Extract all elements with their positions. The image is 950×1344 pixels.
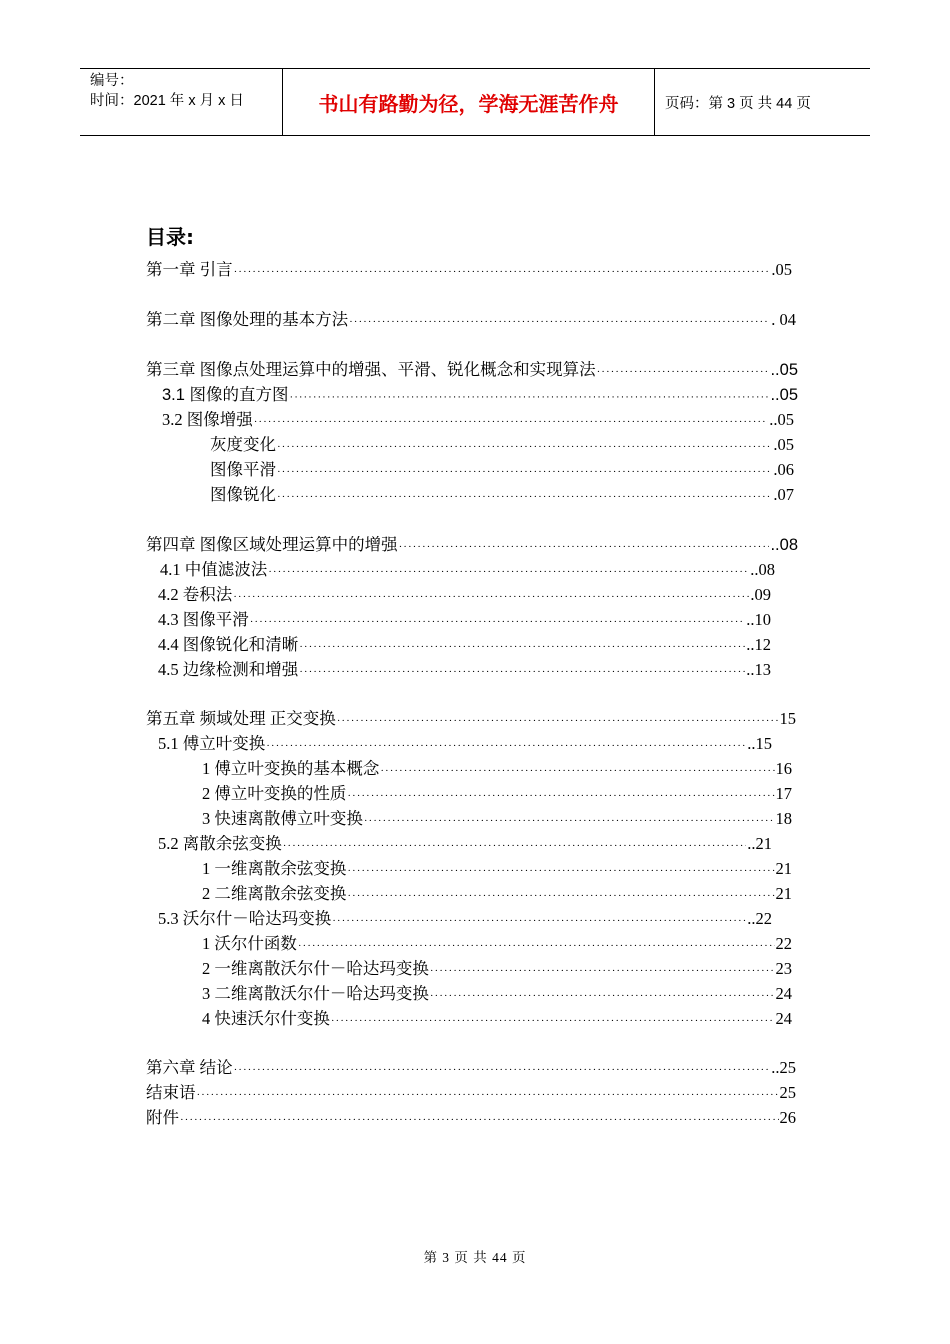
toc-entry-page: ..25 bbox=[771, 1058, 796, 1077]
document-number-label: 编号： bbox=[90, 73, 134, 89]
toc-entry-label: 1 傅立叶变换的基本概念 bbox=[202, 759, 380, 778]
toc-entry-4-4[interactable] bbox=[158, 633, 771, 657]
toc-entry-page: ..15 bbox=[747, 734, 772, 753]
toc-leader-dots bbox=[254, 410, 769, 434]
header-page-info: 页码：第 3 页 共 44 页 bbox=[665, 95, 811, 112]
toc-leader-dots bbox=[349, 310, 770, 334]
toc-entry-5-2[interactable] bbox=[158, 832, 772, 856]
toc-entry-5-3-4[interactable] bbox=[202, 1007, 792, 1031]
toc-entry-label: 结束语 bbox=[146, 1083, 196, 1102]
toc-entry-label: 5.2 离散余弦变换 bbox=[158, 834, 282, 853]
toc-entry-page: 16 bbox=[775, 759, 792, 778]
toc-leader-dots bbox=[277, 435, 772, 459]
toc-entry-label: 第二章 图像处理的基本方法 bbox=[146, 310, 349, 329]
toc-leader-dots bbox=[268, 560, 749, 584]
document-date: 时间：2021 年 x 月 x 日 bbox=[90, 93, 244, 109]
toc-leader-dots bbox=[597, 360, 770, 384]
toc-leader-dots bbox=[347, 859, 774, 883]
toc-entry-3-1[interactable] bbox=[162, 383, 798, 407]
toc-entry-page: .06 bbox=[773, 460, 794, 479]
toc-leader-dots bbox=[347, 784, 774, 808]
toc-entry-page: 22 bbox=[775, 934, 792, 953]
toc-entry-label: 3 二维离散沃尔什－哈达玛变换 bbox=[202, 984, 429, 1003]
toc-entry-label: 5.3 沃尔什－哈达玛变换 bbox=[158, 909, 332, 928]
toc-leader-dots bbox=[430, 959, 775, 983]
toc-entry-page: ..22 bbox=[747, 909, 772, 928]
toc-leader-dots bbox=[337, 709, 779, 733]
toc-entry-label: 第五章 频域处理 正交变换 bbox=[146, 709, 336, 728]
toc-entry-image-sharpening[interactable] bbox=[210, 483, 794, 507]
toc-leader-dots bbox=[266, 734, 746, 758]
toc-entry-label: 1 沃尔什函数 bbox=[202, 934, 297, 953]
toc-entry-page: .05 bbox=[771, 260, 792, 279]
toc-entry-page: 24 bbox=[775, 1009, 792, 1028]
toc-entry-5-3-1[interactable] bbox=[202, 932, 792, 956]
toc-entry-page: 18 bbox=[775, 809, 792, 828]
toc-entry-label: 附件 bbox=[146, 1108, 179, 1127]
toc-entry-label: 4.2 卷积法 bbox=[158, 585, 233, 604]
toc-entry-label: 5.1 傅立叶变换 bbox=[158, 734, 266, 753]
toc-entry-5-2-1[interactable] bbox=[202, 857, 792, 881]
toc-entry-appendix[interactable] bbox=[146, 1106, 796, 1130]
toc-entry-label: 灰度变化 bbox=[210, 435, 276, 454]
toc-entry-page: .05 bbox=[773, 435, 794, 454]
toc-entry-page: ..05 bbox=[770, 386, 798, 404]
toc-entry-5-2-2[interactable] bbox=[202, 882, 792, 906]
toc-entry-label: 图像平滑 bbox=[210, 460, 276, 479]
toc-leader-dots bbox=[380, 759, 774, 783]
toc-leader-dots bbox=[250, 610, 746, 634]
toc-entry-5-3-2[interactable] bbox=[202, 957, 792, 981]
toc-entry-label: 3.1 图像的直方图 bbox=[162, 386, 289, 404]
toc-entry-4-1[interactable] bbox=[160, 558, 775, 582]
header-meta bbox=[80, 69, 282, 135]
toc-entry-chapter-6[interactable] bbox=[146, 1056, 796, 1080]
page-footer: 第 3 页 共 44 页 bbox=[423, 1250, 527, 1265]
toc-leader-dots bbox=[347, 884, 774, 908]
toc-entry-page: ..21 bbox=[747, 834, 772, 853]
toc-entry-label: 4.4 图像锐化和清晰 bbox=[158, 635, 299, 654]
toc-entry-label: 4.3 图像平滑 bbox=[158, 610, 249, 629]
toc-entry-5-1-1[interactable] bbox=[202, 757, 792, 781]
toc-leader-dots bbox=[430, 984, 775, 1008]
toc-entry-5-1-3[interactable] bbox=[202, 807, 792, 831]
toc-entry-chapter-4[interactable] bbox=[146, 533, 798, 557]
toc-entry-page: 21 bbox=[775, 884, 792, 903]
toc-leader-dots bbox=[197, 1083, 779, 1107]
toc-entry-5-1[interactable] bbox=[158, 732, 772, 756]
toc-entry-page: ..08 bbox=[750, 560, 775, 579]
toc-entry-label: 第一章 引言 bbox=[146, 260, 233, 279]
toc-entry-chapter-2[interactable] bbox=[146, 308, 796, 332]
toc-leader-dots bbox=[332, 909, 746, 933]
toc-entry-page: 21 bbox=[775, 859, 792, 878]
toc-entry-image-smoothing[interactable] bbox=[210, 458, 794, 482]
toc-leader-dots bbox=[331, 1009, 775, 1033]
toc-entry-page: ..05 bbox=[770, 361, 798, 379]
toc-entry-4-3[interactable] bbox=[158, 608, 771, 632]
toc-leader-dots bbox=[364, 809, 775, 833]
toc-entry-page: .07 bbox=[773, 485, 794, 504]
toc-entry-page: . 04 bbox=[771, 310, 796, 329]
toc-entry-label: 4.5 边缘检测和增强 bbox=[158, 660, 299, 679]
toc-entry-page: 15 bbox=[779, 709, 796, 728]
toc-entry-page: 23 bbox=[775, 959, 792, 978]
toc-entry-4-5[interactable] bbox=[158, 658, 771, 682]
toc-leader-dots bbox=[277, 460, 772, 484]
toc-entry-page: 25 bbox=[779, 1083, 796, 1102]
toc-entry-page: ..10 bbox=[746, 610, 771, 629]
toc-entry-5-3[interactable] bbox=[158, 907, 772, 931]
document-header bbox=[80, 68, 870, 136]
toc-entry-chapter-5[interactable] bbox=[146, 707, 796, 731]
toc-entry-chapter-1[interactable] bbox=[146, 258, 792, 282]
toc-leader-dots bbox=[180, 1108, 779, 1132]
toc-entry-5-3-3[interactable] bbox=[202, 982, 792, 1006]
toc-leader-dots bbox=[299, 660, 745, 684]
toc-leader-dots bbox=[277, 485, 772, 509]
toc-entry-4-2[interactable] bbox=[158, 583, 771, 607]
toc-entry-label: 2 二维离散余弦变换 bbox=[202, 884, 347, 903]
toc-entry-gray-change[interactable] bbox=[210, 433, 794, 457]
header-motto: 书山有路勤为径，学海无涯苦作舟 bbox=[282, 69, 655, 135]
toc-leader-dots bbox=[298, 934, 775, 958]
toc-leader-dots bbox=[234, 260, 771, 284]
toc-entry-page: ..13 bbox=[746, 660, 771, 679]
toc-leader-dots bbox=[299, 635, 745, 659]
toc-entry-label: 2 傅立叶变换的性质 bbox=[202, 784, 347, 803]
toc-leader-dots bbox=[234, 1058, 771, 1082]
toc-entry-label: 1 一维离散余弦变换 bbox=[202, 859, 347, 878]
toc-entry-label: 4.1 中值滤波法 bbox=[160, 560, 268, 579]
toc-entry-label: 图像锐化 bbox=[210, 485, 276, 504]
toc-leader-dots bbox=[283, 834, 747, 858]
toc-leader-dots bbox=[290, 385, 770, 409]
toc-entry-5-1-2[interactable] bbox=[202, 782, 792, 806]
toc-title: 目录: bbox=[146, 225, 194, 249]
toc-entry-label: 3.2 图像增强 bbox=[162, 410, 253, 429]
toc-entry-page: .09 bbox=[750, 585, 771, 604]
toc-entry-label: 2 一维离散沃尔什－哈达玛变换 bbox=[202, 959, 429, 978]
toc-entry-page: ..08 bbox=[770, 536, 798, 554]
toc-entry-label: 3 快速离散傅立叶变换 bbox=[202, 809, 363, 828]
toc-entry-page: 17 bbox=[775, 784, 792, 803]
toc-entry-3-2[interactable] bbox=[162, 408, 794, 432]
toc-entry-label: 4 快速沃尔什变换 bbox=[202, 1009, 330, 1028]
toc-entry-page: ..05 bbox=[769, 410, 794, 429]
toc-entry-page: ..12 bbox=[746, 635, 771, 654]
toc-entry-closing-remarks[interactable] bbox=[146, 1081, 796, 1105]
toc-entry-page: 24 bbox=[775, 984, 792, 1003]
toc-leader-dots bbox=[399, 535, 770, 559]
toc-entry-page: 26 bbox=[779, 1108, 796, 1127]
toc-leader-dots bbox=[233, 585, 749, 609]
toc-entry-label: 第四章 图像区域处理运算中的增强 bbox=[146, 535, 398, 554]
toc-entry-chapter-3[interactable] bbox=[146, 358, 798, 382]
toc-entry-label: 第三章 图像点处理运算中的增强、平滑、锐化概念和实现算法 bbox=[146, 360, 596, 379]
toc-entry-label: 第六章 结论 bbox=[146, 1058, 233, 1077]
